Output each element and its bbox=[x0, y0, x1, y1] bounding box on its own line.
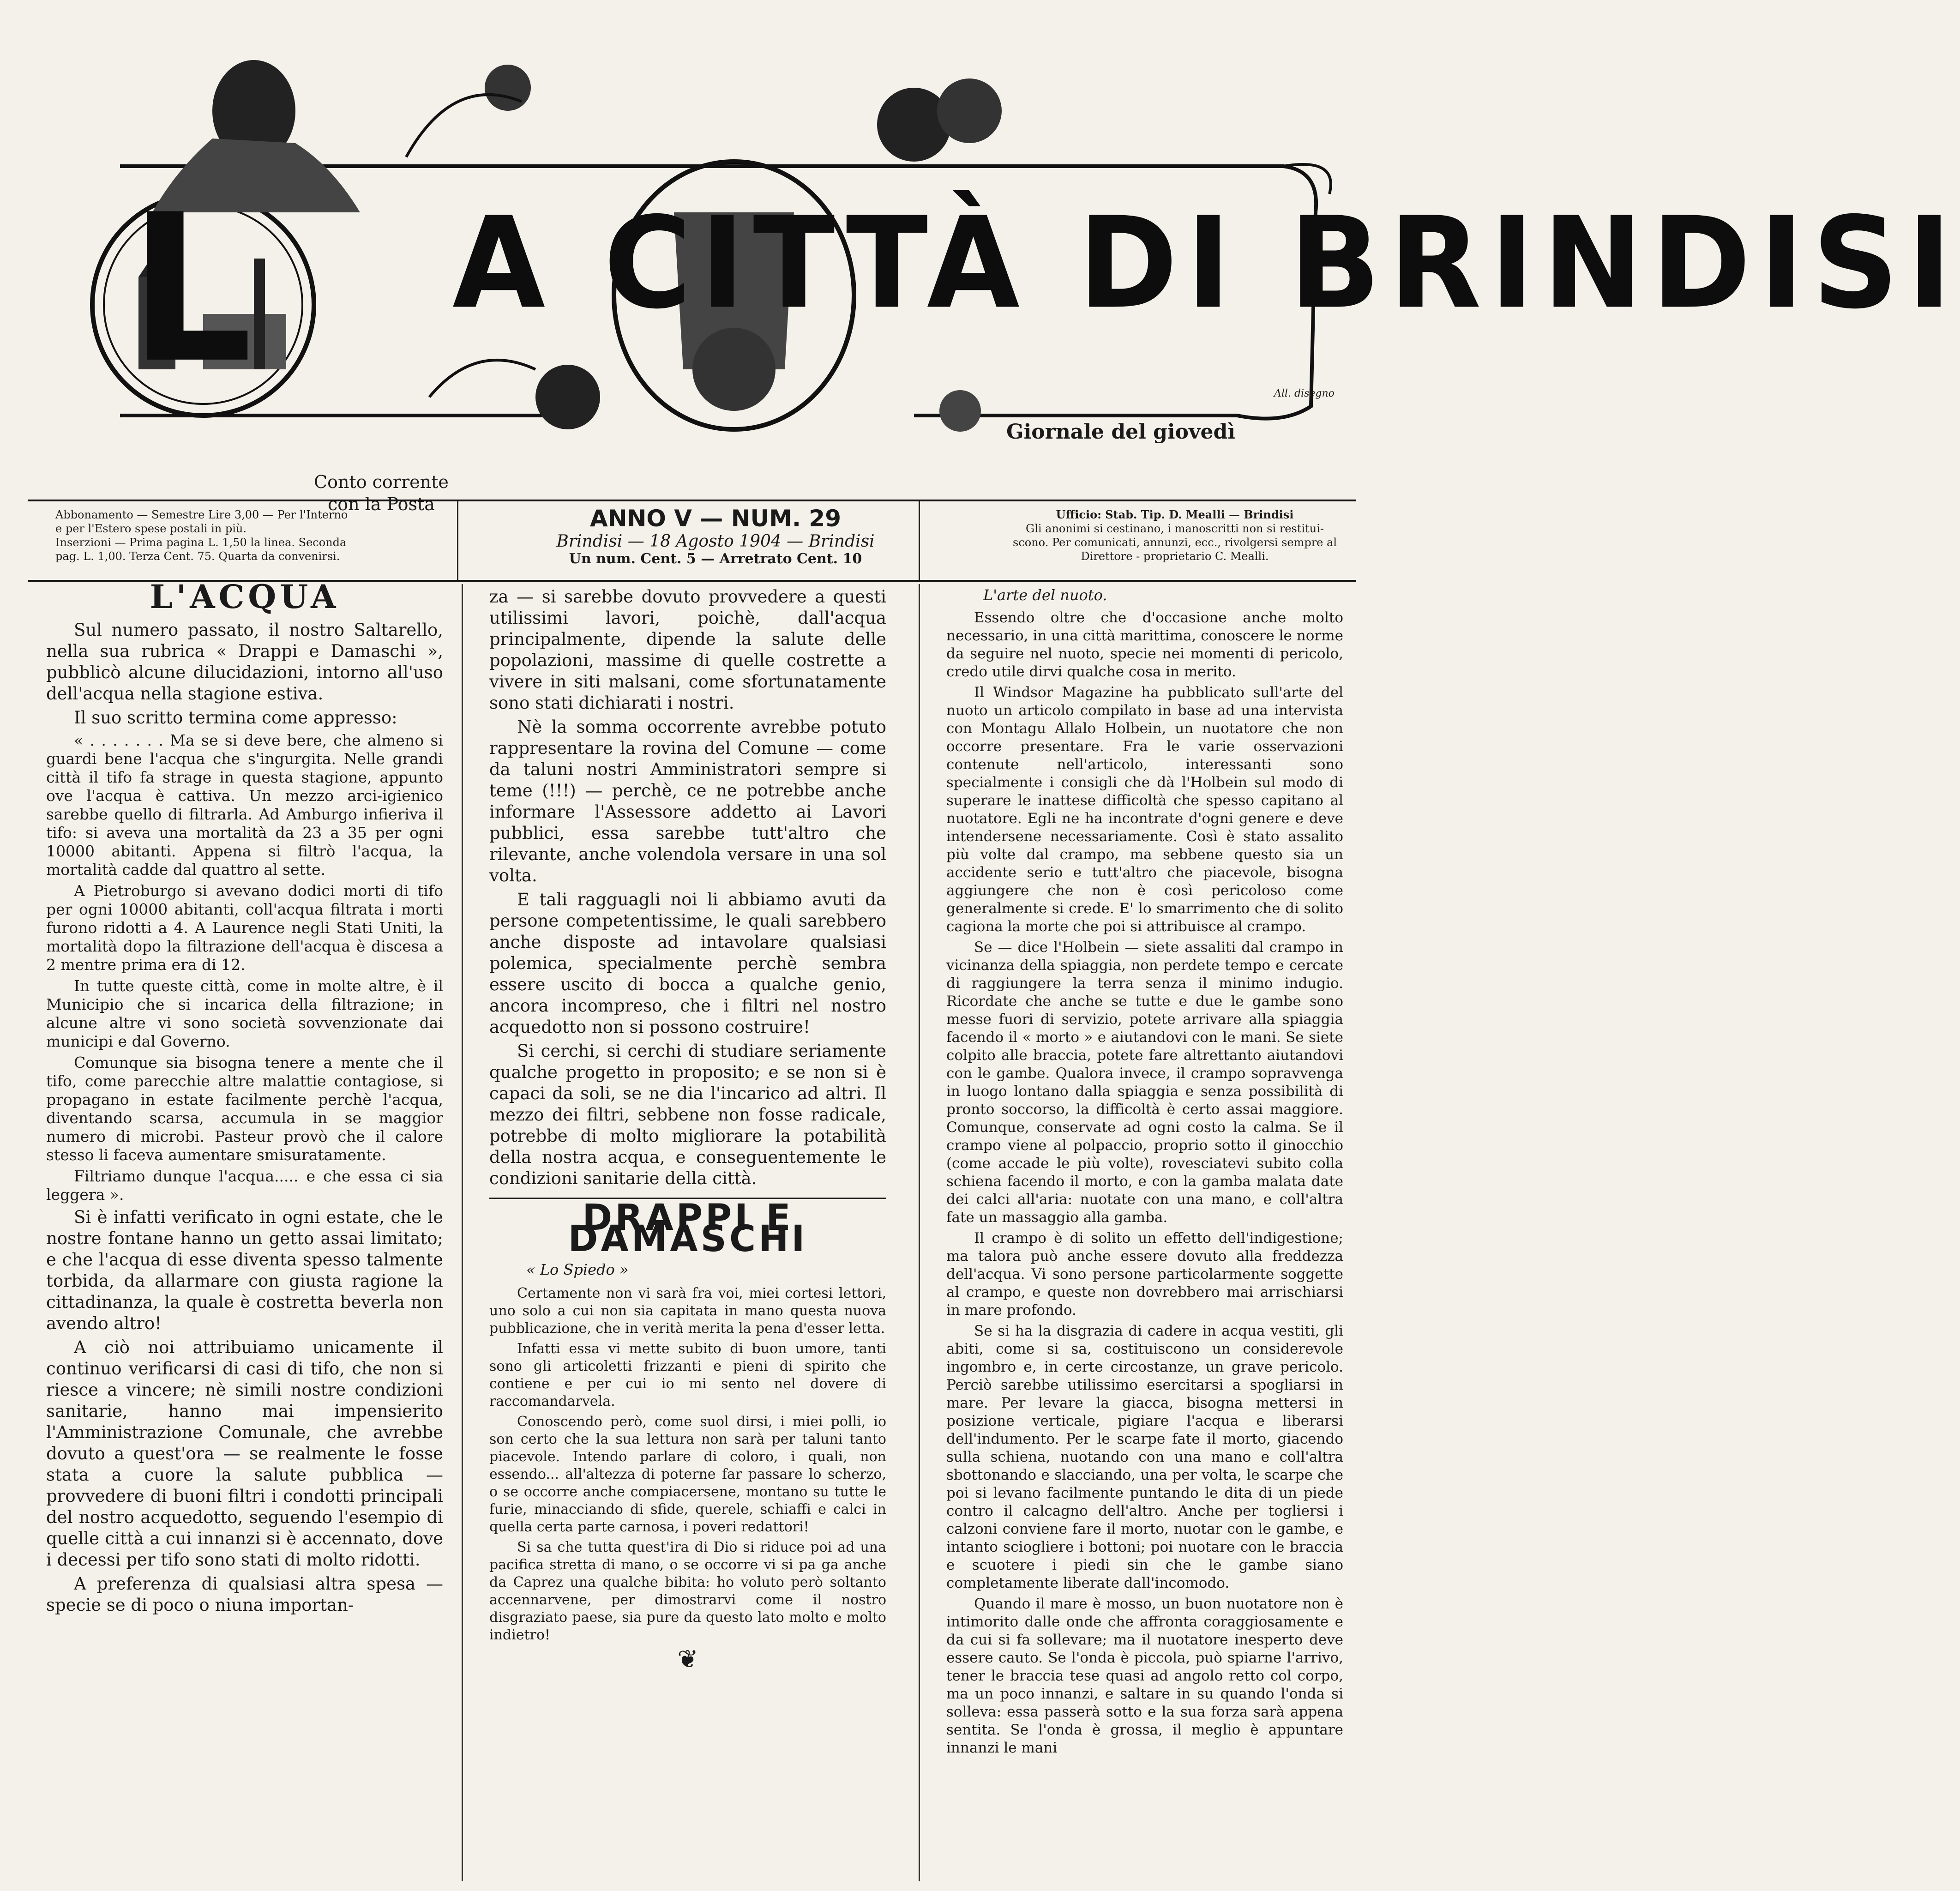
article-subheading: L'arte del nuoto. bbox=[983, 586, 1107, 604]
office-line-4: Direttore - proprietario C. Mealli. bbox=[1081, 550, 1269, 563]
paragraph: E tali ragguagli noi li abbiamo avuti da persone competentissime, le quali sarebbero anche disposte ad intavolare qualsiasi polemica, specialmente perchè sembra essere uscito di bocca a qualche genio, ancora incompreso, che i filtri nel nostro acquedotto non si possono costruire! bbox=[489, 890, 886, 1037]
paragraph: Il suo scritto termina come appresso: bbox=[74, 708, 397, 728]
office-line-2: Gli anonimi si cestinano, i manoscritti non si restitui- bbox=[1026, 522, 1324, 535]
issue-price: Un num. Cent. 5 — Arretrato Cent. 10 bbox=[569, 551, 862, 567]
subscription-info bbox=[55, 508, 434, 563]
article-headline-acqua: L'ACQUA bbox=[150, 578, 340, 616]
office-info bbox=[992, 508, 1357, 563]
newspaper-subtitle: Giornale del giovedì bbox=[1006, 420, 1236, 444]
artist-signature: All. disegno bbox=[1274, 388, 1335, 399]
paragraph: Conoscendo però, come suol dirsi, i miei polli, io son certo che la sua lettura non sarà per taluni tanto piacevole. Intendo parlare di coloro, i quali, non essendo... all'altezza di poterne far passare lo scherzo, o se occorre anche compiacersene, montano su tutte le furie, minacciando di sfide, querele, schiaffi e calci in quella certa parte carnosa, i poveri redattori! bbox=[489, 1414, 886, 1535]
paragraph: A preferenza di qualsiasi altra spesa — specie se di poco o niuna importan- bbox=[46, 1574, 443, 1615]
info-bar bbox=[28, 500, 1356, 582]
paragraph: Essendo oltre che d'occasione anche molto necessario, in una città marittima, conoscere le norme da seguire nel nuoto, specie nei momenti di pericolo, credo utile dirvi qualche cosa in merito. bbox=[946, 609, 1343, 680]
paragraph: Certamente non vi sarà fra voi, miei cortesi lettori, uno solo a cui non sia capitata in mano questa nuova pubblicazione, che in verità merita la pena d'esser letta. bbox=[489, 1285, 886, 1337]
article-subheading: « Lo Spiedo » bbox=[526, 1261, 629, 1278]
quote-paragraph: Filtriamo dunque l'acqua..... e che essa ci sia leggera ». bbox=[46, 1167, 443, 1204]
quote-paragraph: « . . . . . . . Ma se si deve bere, che almeno si guardi bene l'acqua che s'ingurgita. Nelle grandi città il tifo fa strage in questa stagione, appunto ove l'acqua è cattiva. Un mezzo arci-igienico sarebbe quello di filtrarla. Ad Amburgo infieriva il tifo: si aveva una mortalità da 23 a 35 per ogni 10000 abitanti. Appena si filtrò l'acqua, la mortalità cadde dal quattro al sette. bbox=[46, 731, 443, 879]
info-divider bbox=[457, 501, 458, 580]
paragraph: Se — dice l'Holbein — siete assaliti dal crampo in vicinanza della spiaggia, non perdete tempo e cercate di raggiungere la terra senza il minimo indugio. Ricordate che anche se tutte e due le gambe sono messe fuori di servizio, potete arrivare alla spiaggia facendo il « morto » e aiutandovi con le mani. Se siete colpito alle braccia, potete fare altrettanto aiutandovi con le gambe. Qualora invece, il crampo sopravvenga in luogo lontano dalla spiaggia e senza possibilità di pronto soccorso, la difficoltà è certo assai maggiore. Comunque, conservate ad ogni costo la calma. Se il crampo viene al polpaccio, proprio sotto il ginocchio (come accade le più volte), rovesciatevi subito colla schiena facendo il morto, e con la gamba malata date dei calci all'aria: nuotate con una mano, e coll'altra fate un massaggio alla gamba. bbox=[946, 939, 1343, 1226]
info-divider bbox=[919, 501, 920, 580]
quote-paragraph: In tutte queste città, come in molte altre, è il Municipio che si incarica della filtrazione; in alcune altre vi sono società sovvenzionate dai municipi e dal Governo. bbox=[46, 977, 443, 1050]
paragraph: Nè la somma occorrente avrebbe potuto rappresentare la rovina del Comune — come da taluni nostri Amministratori sempre si teme (!!!) — perchè, ce ne potrebbe anche informare l'Assessore addetto ai Lavori pubblici, essa sarebbe tutt'altro che rilevante, anche volendola versare in una sol volta. bbox=[489, 717, 886, 885]
column-3 bbox=[946, 586, 1343, 1760]
column-2 bbox=[489, 586, 886, 1674]
issue-date: Brindisi — 18 Agosto 1904 — Brindisi bbox=[556, 532, 875, 551]
paragraph: za — si sarebbe dovuto provvedere a questi utilissimi lavori, poichè, dall'acqua principalmente, dipende la salute delle popolazioni, massime di quelle costrette a vivere in siti malsani, come sfortunatamente sono stati dichiarati i nostri. bbox=[489, 587, 886, 713]
column-1 bbox=[46, 578, 443, 1619]
conto-line-1: Conto corrente bbox=[314, 472, 449, 492]
quote-paragraph: A Pietroburgo si avevano dodici morti di tifo per ogni 10000 abitanti, coll'acqua filtrata i morti furono ridotti a 4. A Laurence negli Stati Uniti, la mortalità dopo la filtrazione dell'acqua è discesa a 2 mentre prima era di 12. bbox=[46, 882, 443, 974]
paragraph: Il crampo è di solito un effetto dell'indigestione; ma talora può anche essere dovuto alla freddezza dell'acqua. Vi sono persone particolarmente soggette al crampo, e queste non dovrebbero mai arrischiarsi in mare profondo. bbox=[946, 1230, 1343, 1319]
paragraph: Sul numero passato, il nostro Saltarello, nella sua rubrica « Drappi e Damaschi », pubblicò alcune dilucidazioni, intorno all'uso dell'acqua nella stagione estiva. bbox=[46, 620, 443, 704]
issue-number: ANNO V — NUM. 29 bbox=[590, 505, 841, 532]
subscription-line-1: Abbonamento — Semestre Lire 3,00 — Per l'Interno bbox=[55, 508, 348, 521]
paragraph: Si cerchi, si cerchi di studiare seriamente qualche progetto in proposito; e se non si è capaci da soli, se ne dia l'incarico ad altri. Il mezzo dei filtri, sebbene non fosse radicale, potrebbe di molto migliorare la potabilità della nostra acqua, e conseguentemente le condizioni sanitarie della città. bbox=[489, 1041, 886, 1188]
quote-paragraph: Comunque sia bisogna tenere a mente che il tifo, come parecchie altre malattie contagiose, si propagano in estate facilmente perchè l'acqua, diventando scarsa, accumula in se maggior numero di microbi. Pasteur provò che il calore stesso li faceva aumentare smisuratamente. bbox=[46, 1054, 443, 1164]
masthead bbox=[37, 18, 1960, 514]
fleuron-ornament-icon: ❦ bbox=[677, 1644, 698, 1674]
office-line-3: scono. Per comunicati, annunzi, ecc., rivolgersi sempre al bbox=[1013, 536, 1337, 549]
subscription-line-2: e per l'Estero spese postali in più. bbox=[55, 522, 247, 535]
issue-info bbox=[526, 505, 905, 567]
title-initial: L bbox=[129, 171, 261, 408]
subscription-line-3: Inserzioni — Prima pagina L. 1,50 la linea. Seconda bbox=[55, 536, 347, 549]
title-text: A CITTÀ DI BRINDISI bbox=[452, 190, 1960, 337]
column-divider bbox=[462, 584, 463, 1881]
paragraph: Si sa che tutta quest'ira di Dio si riduce poi ad una pacifica stretta di mano, o se occorre vi si pa ga anche da Caprez una qualche bibita: ho voluto però soltanto accennarvene, per dimostrarvi come il nostro disgraziato paese, sia pure da questo lato molto e molto indietro! bbox=[489, 1539, 886, 1643]
paragraph: Se si ha la disgrazia di cadere in acqua vestiti, gli abiti, come si sa, costituiscono un considerevole ingombro e, in certe circostanze, un grave pericolo. Perciò sarebbe utilissimo esercitarsi a spogliarsi in mare. Per levare la giacca, bisogna mettersi in posizione verticale, pigiare l'acqua e liberarsi dell'indumento. Per le scarpe fate il morto, giacendo sulla schiena, nuotando con una mano e coll'altra sbottonando e slacciando, una per volta, le scarpe che poi si levano facilmente puntando le dita di un piede contro il calcagno dell'altro. Anche per togliersi i calzoni conviene fare il morto, nuotar con le gambe, e intanto sciogliere i bottoni; poi nuotare con le braccia e scuotere i piedi sin che le gambe siano completamente liberate dall'incomodo. bbox=[946, 1323, 1343, 1591]
paragraph: Si è infatti verificato in ogni estate, che le nostre fontane hanno un getto assai limitato; e che l'acqua di esse diventa spesso talmente torbida, da allarmare con giusta ragione la cittadinanza, la quale è costretta beverla non avendo altro! bbox=[46, 1207, 443, 1333]
column-divider bbox=[919, 584, 920, 1881]
paragraph: Il Windsor Magazine ha pubblicato sull'arte del nuoto un articolo compilato in base ad una intervista con Montagu Allalo Holbein, un nuotatore che non occorre presentare. Fra le varie osservazioni contenute nell'articolo, interessanti sono specialmente i consigli che dà l'Holbein sul modo di superare le inattese difficoltà che spesso capitano al nuotatore. Egli ne ha incontrate d'ogni genere e deve intendersene necessariamente. Così è stato assalito più volte dal crampo, ma sebbene questo sia un accidente serio e tutt'altro che piacevole, bisogna aggiungere che non è così pericoloso come generalmente si crede. E' lo smarrimento che di solito cagiona la morte che poi si attribuisce al crampo. bbox=[946, 684, 1343, 935]
office-line-1: Ufficio: Stab. Tip. D. Mealli — Brindisi bbox=[1056, 508, 1294, 521]
paragraph: Quando il mare è mosso, un buon nuotatore non è intimorito dalle onde che affronta coraggiosamente e da cui si fa sollevare; ma il nuotatore inesperto deve essere cauto. Se l'onda è piccola, può spiarne l'arrivo, tener le braccia tese quasi ad angolo retto col corpo, ma un poco innanzi, e saltare in su quando l'onda si solleva: essa passerà sotto e la sua forza sarà appena sentita. Se l'onda è grossa, il meglio è appuntare innanzi le mani bbox=[946, 1596, 1343, 1756]
subscription-line-4: pag. L. 1,00. Terza Cent. 75. Quarta da convenirsi. bbox=[55, 550, 340, 563]
conto-line-2: con la Posta bbox=[327, 494, 435, 514]
paragraph: A ciò noi attribuiamo unicamente il continuo verificarsi di casi di tifo, che non si riesce a vincere; nè simili nostre condizioni sanitarie, hanno mai impensierito l'Amministrazione Comunale, che avrebbe dovuto a quest'ora — se realmente le fosse stata a cuore la salute pubblica — provvedere di buoni filtri i condotti principali del nostro acquedotto, seguendo l'esempio di quelle città a cui innanzi si è accennato, dove i decessi per tifo sono stati di molto ridotti. bbox=[46, 1337, 443, 1570]
paragraph: Infatti essa vi mette subito di buon umore, tanti sono gli articoletti frizzanti e pieni di spirito che contiene e per cui io mi sento nel dovere di raccomandarvela. bbox=[489, 1341, 886, 1409]
article-headline-drappi: DRAPPI E DAMASCHI bbox=[489, 1198, 886, 1250]
